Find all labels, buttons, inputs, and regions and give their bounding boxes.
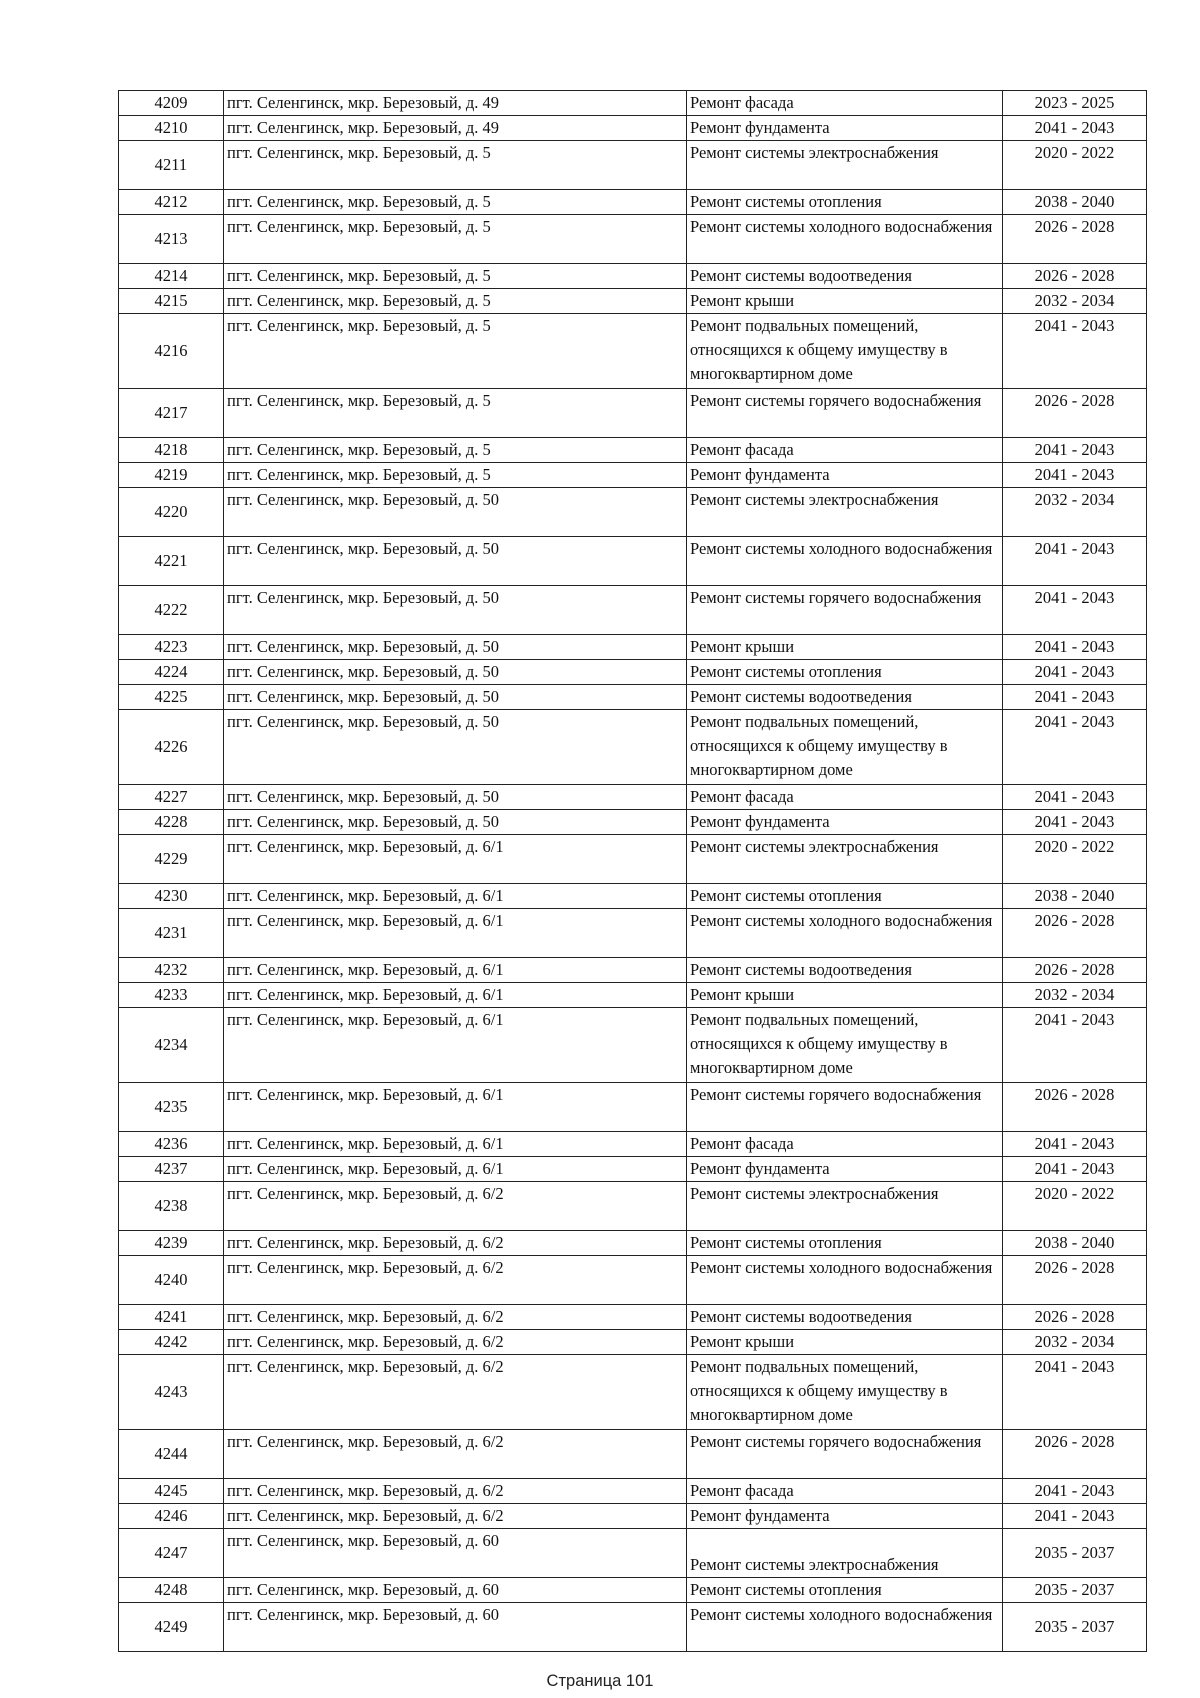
period-cell: 2041 - 2043 (1003, 1479, 1147, 1504)
address-cell: пгт. Селенгинск, мкр. Березовый, д. 6/2 (224, 1504, 687, 1529)
row-number: 4219 (119, 463, 224, 488)
work-type-cell: Ремонт системы горячего водоснабжения (687, 1083, 1003, 1132)
work-type-cell: Ремонт системы отопления (687, 1231, 1003, 1256)
table-row (119, 537, 1147, 586)
address-cell: пгт. Селенгинск, мкр. Березовый, д. 5 (224, 289, 687, 314)
work-type-cell: Ремонт системы холодного водоснабжения (687, 1603, 1003, 1652)
period-cell: 2041 - 2043 (1003, 1355, 1147, 1430)
address-cell: пгт. Селенгинск, мкр. Березовый, д. 6/1 (224, 884, 687, 909)
address-cell: пгт. Селенгинск, мкр. Березовый, д. 5 (224, 215, 687, 264)
row-number: 4213 (119, 215, 224, 264)
period-cell: 2032 - 2034 (1003, 289, 1147, 314)
period-cell: 2041 - 2043 (1003, 1504, 1147, 1529)
table-row (119, 1182, 1147, 1231)
period-cell: 2026 - 2028 (1003, 958, 1147, 983)
period-cell: 2041 - 2043 (1003, 1157, 1147, 1182)
address-cell: пгт. Селенгинск, мкр. Березовый, д. 50 (224, 685, 687, 710)
work-type-cell: Ремонт системы отопления (687, 660, 1003, 685)
row-number: 4233 (119, 983, 224, 1008)
work-type-cell: Ремонт системы горячего водоснабжения (687, 389, 1003, 438)
address-cell: пгт. Селенгинск, мкр. Березовый, д. 6/1 (224, 835, 687, 884)
period-cell: 2041 - 2043 (1003, 660, 1147, 685)
table-row (119, 660, 1147, 685)
period-cell: 2041 - 2043 (1003, 586, 1147, 635)
work-type-cell: Ремонт системы водоотведения (687, 264, 1003, 289)
period-cell: 2035 - 2037 (1003, 1578, 1147, 1603)
work-type-cell: Ремонт системы электроснабжения (687, 1529, 1003, 1578)
table-row (119, 389, 1147, 438)
period-cell: 2041 - 2043 (1003, 116, 1147, 141)
period-cell: 2041 - 2043 (1003, 1132, 1147, 1157)
address-cell: пгт. Селенгинск, мкр. Березовый, д. 50 (224, 810, 687, 835)
work-type-cell: Ремонт системы водоотведения (687, 1305, 1003, 1330)
address-cell: пгт. Селенгинск, мкр. Березовый, д. 6/1 (224, 958, 687, 983)
table-row (119, 215, 1147, 264)
table-row (119, 1430, 1147, 1479)
row-number: 4228 (119, 810, 224, 835)
work-type-cell: Ремонт системы электроснабжения (687, 141, 1003, 190)
address-cell: пгт. Селенгинск, мкр. Березовый, д. 6/2 (224, 1182, 687, 1231)
table-row (119, 1157, 1147, 1182)
table-row (119, 1355, 1147, 1430)
period-cell: 2020 - 2022 (1003, 835, 1147, 884)
work-type-cell: Ремонт системы горячего водоснабжения (687, 586, 1003, 635)
period-cell: 2032 - 2034 (1003, 488, 1147, 537)
work-type-cell: Ремонт системы холодного водоснабжения (687, 215, 1003, 264)
table-row (119, 1256, 1147, 1305)
period-cell: 2026 - 2028 (1003, 909, 1147, 958)
table-row (119, 1231, 1147, 1256)
period-cell: 2023 - 2025 (1003, 91, 1147, 116)
period-cell: 2026 - 2028 (1003, 264, 1147, 289)
row-number: 4224 (119, 660, 224, 685)
address-cell: пгт. Селенгинск, мкр. Березовый, д. 6/1 (224, 1008, 687, 1083)
table-row (119, 438, 1147, 463)
row-number: 4240 (119, 1256, 224, 1305)
address-cell: пгт. Селенгинск, мкр. Березовый, д. 6/1 (224, 1083, 687, 1132)
row-number: 4226 (119, 710, 224, 785)
row-number: 4211 (119, 141, 224, 190)
work-type-cell: Ремонт фасада (687, 1479, 1003, 1504)
address-cell: пгт. Селенгинск, мкр. Березовый, д. 6/1 (224, 1132, 687, 1157)
work-type-cell: Ремонт фундамента (687, 810, 1003, 835)
row-number: 4244 (119, 1430, 224, 1479)
address-cell: пгт. Селенгинск, мкр. Березовый, д. 50 (224, 586, 687, 635)
table-row (119, 190, 1147, 215)
table-row (119, 1132, 1147, 1157)
row-number: 4232 (119, 958, 224, 983)
row-number: 4241 (119, 1305, 224, 1330)
work-type-cell: Ремонт крыши (687, 983, 1003, 1008)
row-number: 4231 (119, 909, 224, 958)
row-number: 4236 (119, 1132, 224, 1157)
period-cell: 2038 - 2040 (1003, 190, 1147, 215)
address-cell: пгт. Селенгинск, мкр. Березовый, д. 50 (224, 488, 687, 537)
address-cell: пгт. Селенгинск, мкр. Березовый, д. 6/1 (224, 909, 687, 958)
row-number: 4235 (119, 1083, 224, 1132)
table-row (119, 314, 1147, 389)
table-row (119, 685, 1147, 710)
period-cell: 2020 - 2022 (1003, 1182, 1147, 1231)
row-number: 4220 (119, 488, 224, 537)
work-type-cell: Ремонт фундамента (687, 463, 1003, 488)
period-cell: 2038 - 2040 (1003, 884, 1147, 909)
work-type-cell: Ремонт фундамента (687, 116, 1003, 141)
period-cell: 2041 - 2043 (1003, 314, 1147, 389)
period-cell: 2035 - 2037 (1003, 1529, 1147, 1578)
row-number: 4243 (119, 1355, 224, 1430)
work-type-cell: Ремонт системы электроснабжения (687, 835, 1003, 884)
page-number: Страница 101 (546, 1672, 654, 1690)
work-type-cell: Ремонт системы холодного водоснабжения (687, 1256, 1003, 1305)
row-number: 4227 (119, 785, 224, 810)
row-number: 4238 (119, 1182, 224, 1231)
row-number: 4221 (119, 537, 224, 586)
table-row (119, 1603, 1147, 1652)
table-row (119, 835, 1147, 884)
work-type-cell: Ремонт системы холодного водоснабжения (687, 909, 1003, 958)
work-type-cell: Ремонт крыши (687, 289, 1003, 314)
table-row (119, 1479, 1147, 1504)
period-cell: 2041 - 2043 (1003, 438, 1147, 463)
work-type-cell: Ремонт системы отопления (687, 190, 1003, 215)
address-cell: пгт. Селенгинск, мкр. Березовый, д. 60 (224, 1603, 687, 1652)
address-cell: пгт. Селенгинск, мкр. Березовый, д. 6/1 (224, 1157, 687, 1182)
period-cell: 2026 - 2028 (1003, 1256, 1147, 1305)
table-row (119, 1330, 1147, 1355)
table-row (119, 983, 1147, 1008)
row-number: 4222 (119, 586, 224, 635)
period-cell: 2041 - 2043 (1003, 810, 1147, 835)
row-number: 4223 (119, 635, 224, 660)
work-type-cell: Ремонт фасада (687, 785, 1003, 810)
period-cell: 2026 - 2028 (1003, 1305, 1147, 1330)
table-row (119, 1529, 1147, 1578)
row-number: 4229 (119, 835, 224, 884)
address-cell: пгт. Селенгинск, мкр. Березовый, д. 5 (224, 314, 687, 389)
table-row (119, 141, 1147, 190)
work-type-cell: Ремонт фасада (687, 91, 1003, 116)
address-cell: пгт. Селенгинск, мкр. Березовый, д. 6/2 (224, 1330, 687, 1355)
row-number: 4247 (119, 1529, 224, 1578)
work-type-cell: Ремонт системы электроснабжения (687, 1182, 1003, 1231)
table-row (119, 488, 1147, 537)
address-cell: пгт. Селенгинск, мкр. Березовый, д. 6/2 (224, 1256, 687, 1305)
period-cell: 2041 - 2043 (1003, 710, 1147, 785)
period-cell: 2026 - 2028 (1003, 1083, 1147, 1132)
table-body (119, 91, 1147, 1652)
work-type-cell: Ремонт подвальных помещений, относящихся к общему имуществу в многоквартирном доме (687, 314, 1003, 389)
address-cell: пгт. Селенгинск, мкр. Березовый, д. 5 (224, 190, 687, 215)
row-number: 4239 (119, 1231, 224, 1256)
address-cell: пгт. Селенгинск, мкр. Березовый, д. 5 (224, 438, 687, 463)
row-number: 4230 (119, 884, 224, 909)
address-cell: пгт. Селенгинск, мкр. Березовый, д. 60 (224, 1529, 687, 1578)
row-number: 4215 (119, 289, 224, 314)
repair-schedule-table (118, 90, 1147, 1652)
table-row (119, 884, 1147, 909)
row-number: 4245 (119, 1479, 224, 1504)
address-cell: пгт. Селенгинск, мкр. Березовый, д. 6/2 (224, 1305, 687, 1330)
work-type-cell: Ремонт системы отопления (687, 884, 1003, 909)
work-type-cell: Ремонт фасада (687, 438, 1003, 463)
address-cell: пгт. Селенгинск, мкр. Березовый, д. 50 (224, 635, 687, 660)
work-type-cell: Ремонт системы электроснабжения (687, 488, 1003, 537)
work-type-cell: Ремонт системы отопления (687, 1578, 1003, 1603)
table-row (119, 909, 1147, 958)
period-cell: 2026 - 2028 (1003, 389, 1147, 438)
row-number: 4209 (119, 91, 224, 116)
address-cell: пгт. Селенгинск, мкр. Березовый, д. 6/2 (224, 1430, 687, 1479)
row-number: 4237 (119, 1157, 224, 1182)
address-cell: пгт. Селенгинск, мкр. Березовый, д. 6/2 (224, 1479, 687, 1504)
row-number: 4234 (119, 1008, 224, 1083)
period-cell: 2041 - 2043 (1003, 537, 1147, 586)
address-cell: пгт. Селенгинск, мкр. Березовый, д. 50 (224, 660, 687, 685)
work-type-cell: Ремонт системы горячего водоснабжения (687, 1430, 1003, 1479)
address-cell: пгт. Селенгинск, мкр. Березовый, д. 49 (224, 91, 687, 116)
table-row (119, 1305, 1147, 1330)
work-type-cell: Ремонт фундамента (687, 1504, 1003, 1529)
address-cell: пгт. Селенгинск, мкр. Березовый, д. 50 (224, 785, 687, 810)
period-cell: 2026 - 2028 (1003, 1430, 1147, 1479)
work-type-cell: Ремонт системы холодного водоснабжения (687, 537, 1003, 586)
row-number: 4242 (119, 1330, 224, 1355)
period-cell: 2041 - 2043 (1003, 1008, 1147, 1083)
work-type-cell: Ремонт подвальных помещений, относящихся к общему имуществу в многоквартирном доме (687, 710, 1003, 785)
work-type-cell: Ремонт подвальных помещений, относящихся к общему имуществу в многоквартирном доме (687, 1355, 1003, 1430)
row-number: 4218 (119, 438, 224, 463)
period-cell: 2020 - 2022 (1003, 141, 1147, 190)
work-type-cell: Ремонт фасада (687, 1132, 1003, 1157)
work-type-cell: Ремонт фундамента (687, 1157, 1003, 1182)
period-cell: 2041 - 2043 (1003, 463, 1147, 488)
row-number: 4249 (119, 1603, 224, 1652)
table-row (119, 710, 1147, 785)
table-row (119, 635, 1147, 660)
table-row (119, 91, 1147, 116)
period-cell: 2032 - 2034 (1003, 1330, 1147, 1355)
address-cell: пгт. Селенгинск, мкр. Березовый, д. 49 (224, 116, 687, 141)
work-type-cell: Ремонт крыши (687, 1330, 1003, 1355)
table-row (119, 463, 1147, 488)
table-row (119, 810, 1147, 835)
address-cell: пгт. Селенгинск, мкр. Березовый, д. 5 (224, 389, 687, 438)
row-number: 4217 (119, 389, 224, 438)
table-row (119, 264, 1147, 289)
period-cell: 2032 - 2034 (1003, 983, 1147, 1008)
period-cell: 2041 - 2043 (1003, 785, 1147, 810)
row-number: 4225 (119, 685, 224, 710)
period-cell: 2035 - 2037 (1003, 1603, 1147, 1652)
address-cell: пгт. Селенгинск, мкр. Березовый, д. 5 (224, 264, 687, 289)
table-row (119, 1578, 1147, 1603)
work-type-cell: Ремонт подвальных помещений, относящихся к общему имуществу в многоквартирном доме (687, 1008, 1003, 1083)
address-cell: пгт. Селенгинск, мкр. Березовый, д. 6/2 (224, 1231, 687, 1256)
table-row (119, 958, 1147, 983)
table-row (119, 1008, 1147, 1083)
address-cell: пгт. Селенгинск, мкр. Березовый, д. 6/2 (224, 1355, 687, 1430)
address-cell: пгт. Селенгинск, мкр. Березовый, д. 5 (224, 463, 687, 488)
row-number: 4216 (119, 314, 224, 389)
table-row (119, 289, 1147, 314)
row-number: 4210 (119, 116, 224, 141)
work-type-cell: Ремонт системы водоотведения (687, 685, 1003, 710)
row-number: 4214 (119, 264, 224, 289)
table-row (119, 785, 1147, 810)
address-cell: пгт. Селенгинск, мкр. Березовый, д. 50 (224, 710, 687, 785)
period-cell: 2026 - 2028 (1003, 215, 1147, 264)
address-cell: пгт. Селенгинск, мкр. Березовый, д. 6/1 (224, 983, 687, 1008)
period-cell: 2038 - 2040 (1003, 1231, 1147, 1256)
table-row (119, 1504, 1147, 1529)
period-cell: 2041 - 2043 (1003, 635, 1147, 660)
address-cell: пгт. Селенгинск, мкр. Березовый, д. 50 (224, 537, 687, 586)
work-type-cell: Ремонт крыши (687, 635, 1003, 660)
address-cell: пгт. Селенгинск, мкр. Березовый, д. 5 (224, 141, 687, 190)
table-row (119, 1083, 1147, 1132)
row-number: 4246 (119, 1504, 224, 1529)
period-cell: 2041 - 2043 (1003, 685, 1147, 710)
address-cell: пгт. Селенгинск, мкр. Березовый, д. 60 (224, 1578, 687, 1603)
table-row (119, 116, 1147, 141)
row-number: 4212 (119, 190, 224, 215)
work-type-cell: Ремонт системы водоотведения (687, 958, 1003, 983)
row-number: 4248 (119, 1578, 224, 1603)
table-row (119, 586, 1147, 635)
